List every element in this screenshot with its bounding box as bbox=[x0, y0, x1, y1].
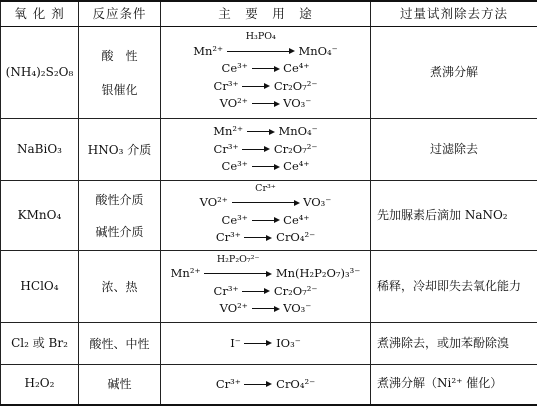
product-species: Cr₂O₇²⁻ bbox=[274, 79, 318, 93]
reaction-arrow-icon bbox=[252, 61, 280, 78]
header-oxidant: 氧 化 剂 bbox=[1, 1, 79, 27]
reactant-species: Ce³⁺ bbox=[222, 61, 248, 75]
reactant-species: Cr³⁺ bbox=[214, 142, 239, 156]
reactant-species: Ce³⁺ bbox=[222, 159, 248, 173]
condition-text: 酸性介质 bbox=[79, 188, 160, 212]
reaction-line bbox=[161, 283, 370, 301]
reaction-arrow-icon bbox=[244, 376, 272, 393]
reaction-line bbox=[161, 335, 370, 353]
product-species: CrO₄²⁻ bbox=[276, 230, 315, 244]
condition-text: 酸 性 bbox=[79, 44, 160, 68]
reactant-species: Cr³⁺ bbox=[216, 377, 241, 391]
reactant-species: Cr³⁺ bbox=[214, 284, 239, 298]
condition-text: 碱性 bbox=[79, 372, 160, 396]
reaction-line bbox=[161, 194, 370, 212]
product-species: MnO₄⁻ bbox=[278, 124, 317, 138]
reaction-line bbox=[161, 376, 370, 394]
reactions-cell bbox=[161, 323, 371, 365]
product-species: Cr₂O₇²⁻ bbox=[274, 284, 318, 298]
removal-cell: 先加脲素后滴加 NaNO₂ bbox=[371, 181, 537, 251]
reaction-line bbox=[161, 158, 370, 176]
reactions-cell bbox=[161, 365, 371, 405]
reaction-arrow-icon bbox=[252, 301, 280, 318]
reaction-arrow-icon bbox=[242, 283, 270, 300]
reaction-line bbox=[161, 78, 370, 96]
condition-text: 碱性介质 bbox=[79, 220, 160, 244]
oxidant-cell: KMnO₄ bbox=[1, 181, 79, 251]
condition-text: HNO₃ 介质 bbox=[79, 138, 160, 162]
product-species: CrO₄²⁻ bbox=[276, 377, 315, 391]
removal-cell: 过滤除去 bbox=[371, 119, 537, 181]
condition-text: 浓、热 bbox=[79, 275, 160, 299]
reaction-line bbox=[161, 60, 370, 78]
reaction-arrow-icon bbox=[247, 124, 275, 141]
arrow-condition-label: H₃PO₄ bbox=[227, 32, 295, 42]
conditions-cell bbox=[79, 251, 161, 323]
header-row bbox=[1, 1, 537, 27]
reaction-line bbox=[161, 123, 370, 141]
table-row bbox=[1, 181, 537, 251]
product-species: Ce⁴⁺ bbox=[283, 159, 309, 173]
removal-cell: 煮沸分解（Ni²⁺ 催化） bbox=[371, 365, 537, 405]
reactant-species: VO²⁺ bbox=[200, 195, 228, 209]
product-species: VO₃⁻ bbox=[283, 96, 311, 110]
product-species: Ce⁴⁺ bbox=[283, 213, 309, 227]
reactant-species: Cr³⁺ bbox=[216, 230, 241, 244]
reaction-arrow-icon bbox=[244, 230, 272, 247]
reactions-cell bbox=[161, 181, 371, 251]
reactant-species: Ce³⁺ bbox=[222, 213, 248, 227]
product-species: VO₃⁻ bbox=[303, 195, 331, 209]
conditions-cell bbox=[79, 181, 161, 251]
product-species: VO₃⁻ bbox=[283, 301, 311, 315]
reactions-cell bbox=[161, 119, 371, 181]
reaction-arrow-icon bbox=[242, 78, 270, 95]
reaction-arrow-icon bbox=[232, 195, 300, 212]
reaction-arrow-icon bbox=[204, 266, 272, 283]
product-species: Ce⁴⁺ bbox=[283, 61, 309, 75]
table-row bbox=[1, 119, 537, 181]
table-row bbox=[1, 323, 537, 365]
table-row bbox=[1, 27, 537, 119]
header-conditions: 反应条件 bbox=[79, 1, 161, 27]
condition-text: 酸性、中性 bbox=[79, 332, 160, 356]
reaction-arrow-icon bbox=[227, 43, 295, 60]
table-row bbox=[1, 251, 537, 323]
header-main-use: 主 要 用 途 bbox=[161, 1, 371, 27]
table-row bbox=[1, 365, 537, 405]
product-species: IO₃⁻ bbox=[276, 336, 301, 350]
oxidant-cell: NaBiO₃ bbox=[1, 119, 79, 181]
oxidant-cell: H₂O₂ bbox=[1, 365, 79, 405]
oxidant-cell: Cl₂ 或 Br₂ bbox=[1, 323, 79, 365]
header-removal-method: 过量试剂除去方法 bbox=[371, 1, 537, 27]
removal-cell: 煮沸除去，或加苯酚除溴 bbox=[371, 323, 537, 365]
product-species: Mn(H₂P₂O₇)₃³⁻ bbox=[276, 266, 360, 280]
oxidant-cell: (NH₄)₂S₂O₈ bbox=[1, 27, 79, 119]
reaction-arrow-icon bbox=[252, 96, 280, 113]
product-species: Cr₂O₇²⁻ bbox=[274, 142, 318, 156]
reaction-line bbox=[161, 95, 370, 113]
removal-cell: 煮沸分解 bbox=[371, 27, 537, 119]
removal-cell: 稀释，冷却即失去氧化能力 bbox=[371, 251, 537, 323]
conditions-cell bbox=[79, 119, 161, 181]
reactant-species: VO²⁺ bbox=[220, 301, 248, 315]
reactant-species: VO²⁺ bbox=[220, 96, 248, 110]
reactant-species: Mn²⁺ bbox=[193, 44, 223, 58]
condition-text: 银催化 bbox=[79, 78, 160, 102]
conditions-cell bbox=[79, 365, 161, 405]
product-species: MnO₄⁻ bbox=[298, 44, 337, 58]
reactions-cell bbox=[161, 27, 371, 119]
reactant-species: I⁻ bbox=[230, 336, 241, 350]
reaction-line bbox=[161, 265, 370, 283]
arrow-condition-label: H₂P₂O₇²⁻ bbox=[204, 255, 272, 265]
reaction-line bbox=[161, 212, 370, 230]
table-body bbox=[1, 27, 537, 405]
reaction-line bbox=[161, 229, 370, 247]
reaction-arrow-icon bbox=[244, 335, 272, 352]
oxidant-cell: HClO₄ bbox=[1, 251, 79, 323]
reaction-arrow-icon bbox=[252, 159, 280, 176]
reactant-species: Cr³⁺ bbox=[214, 79, 239, 93]
conditions-cell bbox=[79, 27, 161, 119]
reactant-species: Mn²⁺ bbox=[213, 124, 243, 138]
reactions-cell bbox=[161, 251, 371, 323]
reaction-line bbox=[161, 300, 370, 318]
reaction-line bbox=[161, 43, 370, 61]
conditions-cell bbox=[79, 323, 161, 365]
arrow-condition-label: Cr³⁺ bbox=[232, 184, 300, 194]
reactant-species: Mn²⁺ bbox=[171, 266, 201, 280]
reaction-line bbox=[161, 141, 370, 159]
reaction-arrow-icon bbox=[252, 212, 280, 229]
reaction-arrow-icon bbox=[242, 141, 270, 158]
